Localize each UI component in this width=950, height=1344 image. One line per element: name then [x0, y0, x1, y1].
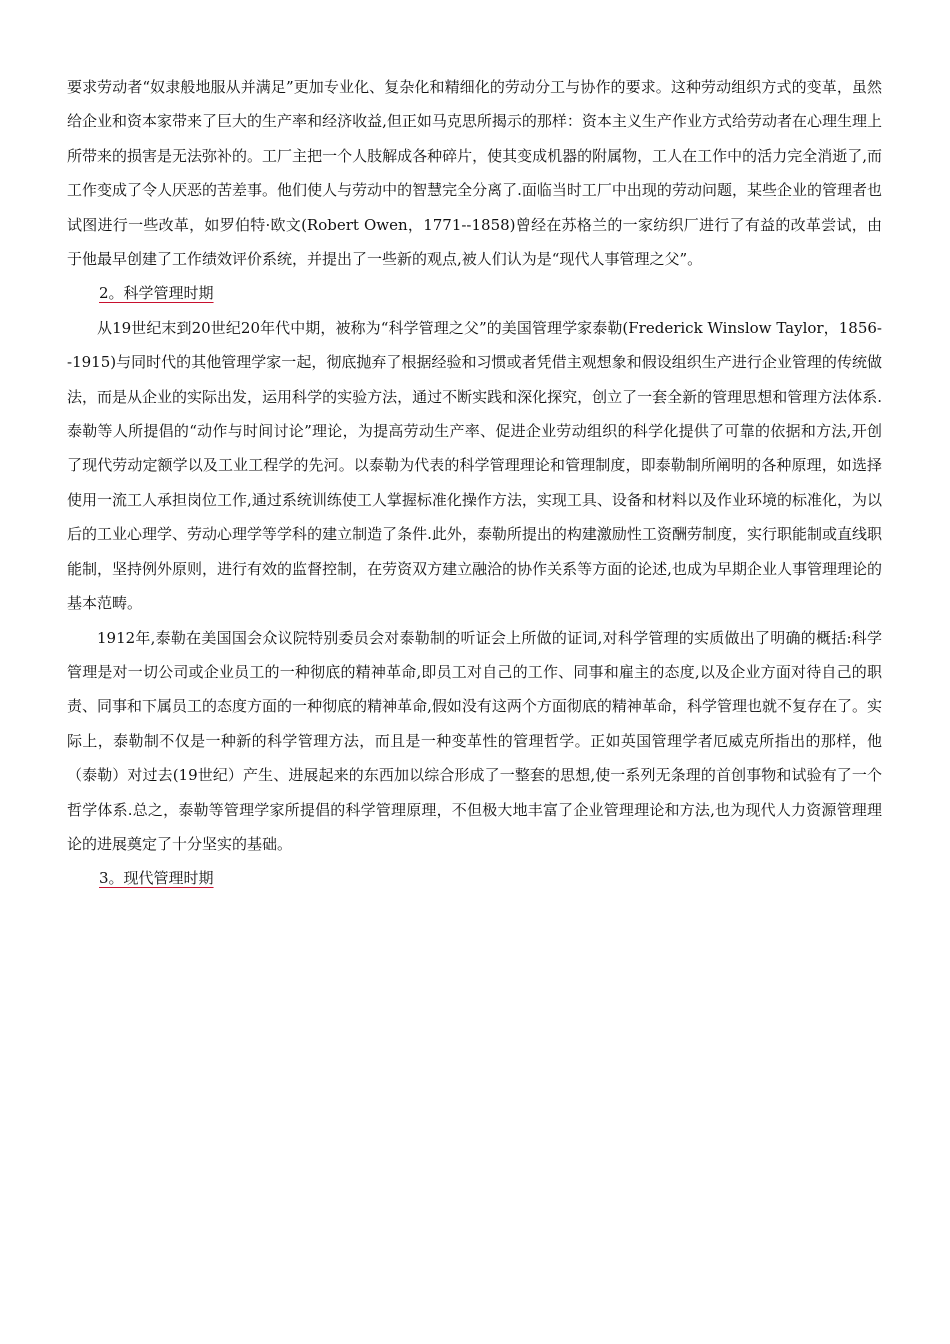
section-heading-modern-management — [67, 861, 882, 895]
section-heading-scientific-management — [67, 276, 882, 310]
paragraph-1912-testimony: 1912年,泰勒在美国国会众议院特别委员会对泰勒制的听证会上所做的证词,对科学管理的实质做出了明确的概括:科学管理是对一切公司或企业员工的一种彻底的精神革命,即员工对自己的工作、同事和雇主的态度,以及企业方面对待自己的职责、同事和下属员工的态度方面的一种彻底的精神革命,假如没有这两个方面彻底的精神革命，科学管理也就不复存在了。实际上，泰勒制不仅是一种新的科学管理方法，而且是一种变革性的管理哲学。正如英国管理学者厄威克所指出的那样，他（泰勒）对过去(19世纪）产生、进展起来的东西加以综合形成了一整套的思想,使一系列无条理的首创事物和试验有了一个哲学体系.总之，泰勒等管理学家所提倡的科学管理原理，不但极大地丰富了企业管理理论和方法,也为现代人力资源管理理论的进展奠定了十分坚实的基础。 — [67, 628, 882, 853]
document-body — [67, 70, 882, 896]
paragraph-taylor-scientific-management: 从19世纪末到20世纪20年代中期，被称为“科学管理之父”的美国管理学家泰勒(Frederick Winslow Taylor，1856--1915)与同时代的其他管理学家一起，彻底抛弃了根据经验和习惯或者凭借主观想象和假设组织生产进行企业管理的传统做法，而是从企业的实际出发，运用科学的实验方法，通过不断实践和深化探究，创立了一套全新的管理思想和管理方法体系.泰勒等人所提倡的“动作与时间讨论”理论，为提高劳动生产率、促进企业劳动组织的科学化提供了可靠的依据和方法,开创了现代劳动定额学以及工业工程学的先河。以泰勒为代表的科学管理理论和管理制度，即泰勒制所阐明的各种原理，如选择使用一流工人承担岗位工作,通过系统训练使工人掌握标准化操作方法，实现工具、设备和材料以及作业环境的标准化，为以后的工业心理学、劳动心理学等学科的建立制造了条件.此外，泰勒所提出的构建激励性工资酬劳制度，实行职能制或直线职能制，坚持例外原则，进行有效的监督控制，在劳资双方建立融洽的协作关系等方面的论述,也成为早期企业人事管理理论的基本范畴。 — [67, 318, 882, 613]
paragraph-labor-division: 要求劳动者“奴隶般地服从并满足”更加专业化、复杂化和精细化的劳动分工与协作的要求。这种劳动组织方式的变革，虽然给企业和资本家带来了巨大的生产率和经济收益,但正如马克思所揭示的那样：资本主义生产作业方式给劳动者在心理生理上所带来的损害是无法弥补的。工厂主把一个人肢解成各种碎片，使其变成机器的附属物，工人在工作中的活力完全消逝了,而工作变成了令人厌恶的苦差事。他们使人与劳动中的智慧完全分离了.面临当时工厂中出现的劳动问题，某些企业的管理者也试图进行一些改革，如罗伯特·欧文(Robert Owen，1771--1858)曾经在苏格兰的一家纺织厂进行了有益的改革尝试，由于他最早创建了工作绩效评价系统，并提出了一些新的观点,被人们认为是“现代人事管理之父”。 — [67, 78, 882, 269]
section-heading-modern-management-text: 3。现代管理时期 — [99, 869, 214, 888]
section-heading-scientific-management-text: 2。科学管理时期 — [99, 284, 214, 303]
